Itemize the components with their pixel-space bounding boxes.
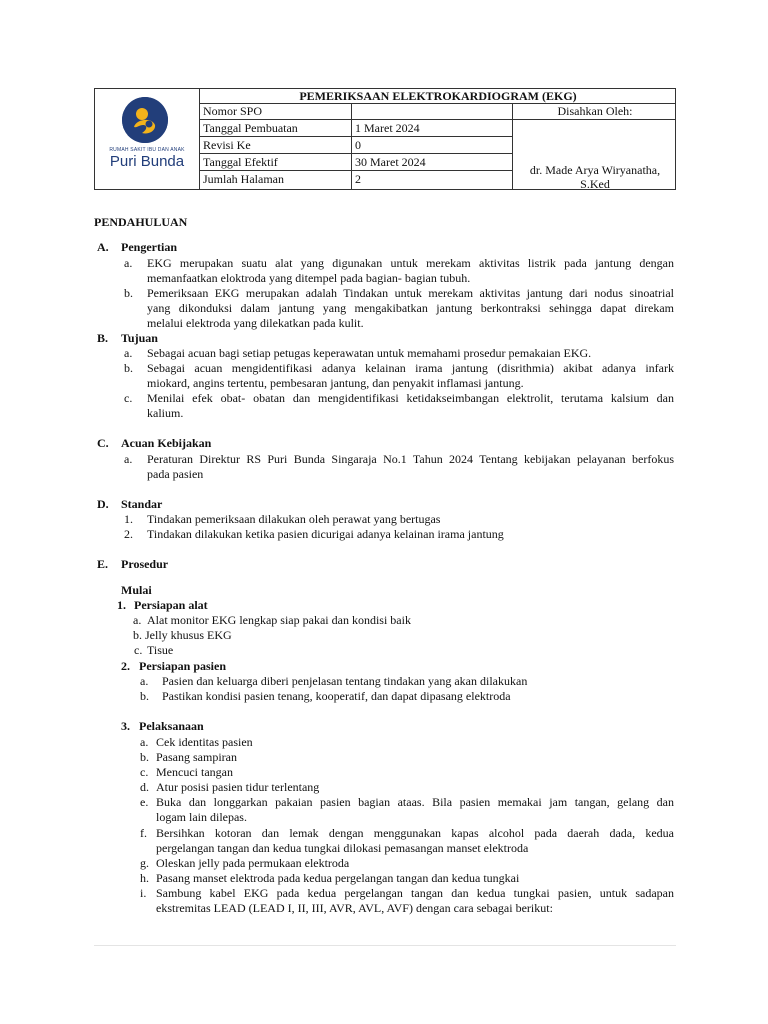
paragraph-line: Peraturan Direktur RS Puri Bunda Singaraja No.1 Tahun 2024 Tentang kebijakan pelayanan berfokus — [147, 452, 674, 466]
paragraph-line: Menilai efek obat- obatan dan mengidentifikasi ketidakseimbangan elektrolit, terutama kalsium dan — [147, 391, 674, 405]
paragraph-line: EKG merupakan suatu alat yang digunakan untuk merekam aktivitas listrik pada jantung dengan — [147, 256, 674, 270]
section-a-letter: A. — [97, 240, 109, 254]
step-3-title: Pelaksanaan — [139, 719, 204, 733]
list-item-text: Jelly khusus EKG — [145, 628, 232, 642]
approved-by-label: Disahkan Oleh: — [557, 104, 633, 118]
list-item-text: Atur posisi pasien tidur terlentang — [156, 780, 320, 794]
row-value: 1 Maret 2024 — [355, 121, 420, 135]
approver-name — [513, 163, 677, 191]
section-b-letter: B. — [97, 331, 109, 345]
list-item-text: Bersihkan kotoran dan lemak dengan menggunakan kapas alcohol pada daerah dada, kedua — [156, 826, 674, 840]
paragraph-line: Tindakan pemeriksaan dilakukan oleh perawat yang bertugas — [147, 512, 441, 526]
row-value: 2 — [355, 172, 361, 186]
list-item-text: Buka dan longgarkan pakaian pasien bagian ataas. Bila pasien memakai jam tangan, gelang dan — [156, 795, 674, 809]
list-marker: 2. — [124, 527, 133, 541]
procedure-start: Mulai — [121, 583, 152, 597]
section-d-letter: D. — [97, 497, 109, 511]
paragraph-line: kalium. — [147, 406, 184, 420]
list-item-text: Tisue — [147, 643, 174, 657]
list-item-text: Cek identitas pasien — [156, 735, 253, 749]
section-c-letter: C. — [97, 436, 109, 450]
step-1-marker: 1. — [117, 598, 126, 612]
paragraph-line: memanfaatkan eloktroda yang ditempel pada bagian- bagian tubuh. — [147, 271, 471, 285]
list-item-text: Sambung kabel EKG pada kedua pergelangan tangan dan kedua tungkai pasien, untuk sadapan — [156, 886, 674, 900]
approver-name-line1: dr. Made Arya Wiryanatha, — [529, 163, 661, 177]
logo-cell — [95, 89, 200, 189]
document-title: PEMERIKSAAN ELEKTROKARDIOGRAM (EKG) — [200, 89, 676, 104]
paragraph-line: miokard, angins tertentu, pembesaran jantung, dan penyakit inflamasi jantung. — [147, 376, 524, 390]
logo-name: Puri Bunda — [109, 153, 185, 170]
list-item-text: logam lain dilepas. — [156, 810, 247, 824]
section-c-title: Acuan Kebijakan — [121, 436, 212, 450]
section-b-title: Tujuan — [121, 331, 158, 345]
list-marker: b. — [124, 361, 133, 375]
list-marker: a. — [124, 256, 133, 270]
section-e-letter: E. — [97, 557, 109, 571]
paragraph-line: yang dikonduksi dalam jantung yang mengakibatkan jantung berkontraksi sehingga dapat direkam — [147, 301, 674, 315]
list-marker: h. — [140, 871, 149, 885]
section-d-title: Standar — [121, 497, 163, 511]
intro-heading: PENDAHULUAN — [94, 215, 188, 229]
row-label: Tanggal Efektif — [203, 155, 278, 169]
list-marker: b. — [133, 628, 142, 642]
step-2-marker: 2. — [121, 659, 130, 673]
paragraph-line: melalui elektroda yang dilekatkan pada kulit. — [147, 316, 364, 330]
list-marker: g. — [140, 856, 149, 870]
step-3-marker: 3. — [121, 719, 130, 733]
row-label: Tanggal Pembuatan — [203, 121, 298, 135]
list-marker: d. — [140, 780, 149, 794]
list-item-text: pergelangan tangan dan kedua tungkai dilokasi pemasangan manset elektroda — [156, 841, 529, 855]
list-marker: a. — [140, 735, 149, 749]
list-marker: a. — [140, 674, 149, 688]
list-marker: c. — [124, 391, 133, 405]
row-value: 0 — [355, 138, 361, 152]
spo-header-table — [94, 88, 676, 190]
list-marker: c. — [134, 643, 143, 657]
paragraph-line: Sebagai acuan mengidentifikasi adanya kelainan irama jantung (disrithmia) akibat adanya infark — [147, 361, 674, 375]
list-marker: a. — [133, 613, 142, 627]
section-a-title: Pengertian — [121, 240, 177, 254]
list-item-text: Oleskan jelly pada permukaan elektroda — [156, 856, 350, 870]
paragraph-line: Sebagai acuan bagi setiap petugas keperawatan untuk memahami prosedur pemakaian EKG. — [147, 346, 592, 360]
list-marker: 1. — [124, 512, 133, 526]
list-item-text: Alat monitor EKG lengkap siap pakai dan kondisi baik — [147, 613, 411, 627]
approver-name-line2: S.Ked — [580, 177, 610, 191]
step-2-title: Persiapan pasien — [139, 659, 227, 673]
list-item-text: Pasang sampiran — [156, 750, 237, 764]
row-label: Nomor SPO — [203, 104, 263, 118]
list-marker: f. — [140, 826, 147, 840]
row-value: 30 Maret 2024 — [355, 155, 426, 169]
list-item-text: Pasien dan keluarga diberi penjelasan tentang tindakan yang akan dilakukan — [162, 674, 528, 688]
paragraph-line: Tindakan dilakukan ketika pasien dicurigai adanya kelainan irama jantung — [147, 527, 504, 541]
list-marker: e. — [140, 795, 149, 809]
list-marker: i. — [140, 886, 147, 900]
logo-subtitle: RUMAH SAKIT IBU DAN ANAK — [109, 147, 185, 153]
list-item-text: ekstremitas LEAD (LEAD I, II, III, AVR, AVL, AVF) dengan cara sebagai berikut: — [156, 901, 553, 915]
row-label: Jumlah Halaman — [203, 172, 284, 186]
list-marker: c. — [140, 765, 149, 779]
list-marker: b. — [140, 750, 149, 764]
hospital-logo-icon — [122, 97, 168, 143]
section-e-title: Prosedur — [121, 557, 169, 571]
paragraph-line: pada pasien — [147, 467, 204, 481]
list-item-text: Mencuci tangan — [156, 765, 233, 779]
list-item-text: Pastikan kondisi pasien tenang, kooperatif, dan dapat dipasang elektroda — [162, 689, 511, 703]
page-bottom-divider — [94, 945, 676, 946]
list-marker: a. — [124, 346, 133, 360]
list-marker: b. — [124, 286, 133, 300]
list-marker: b. — [140, 689, 149, 703]
paragraph-line: Pemeriksaan EKG merupakan adalah Tindakan untuk merekam aktivitas jantung dari nodus sinoatrial — [147, 286, 674, 300]
row-label: Revisi Ke — [203, 138, 251, 152]
step-1-title: Persiapan alat — [134, 598, 208, 612]
list-item-text: Pasang manset elektroda pada kedua pergelangan tangan dan kedua tungkai — [156, 871, 520, 885]
list-marker: a. — [124, 452, 133, 466]
